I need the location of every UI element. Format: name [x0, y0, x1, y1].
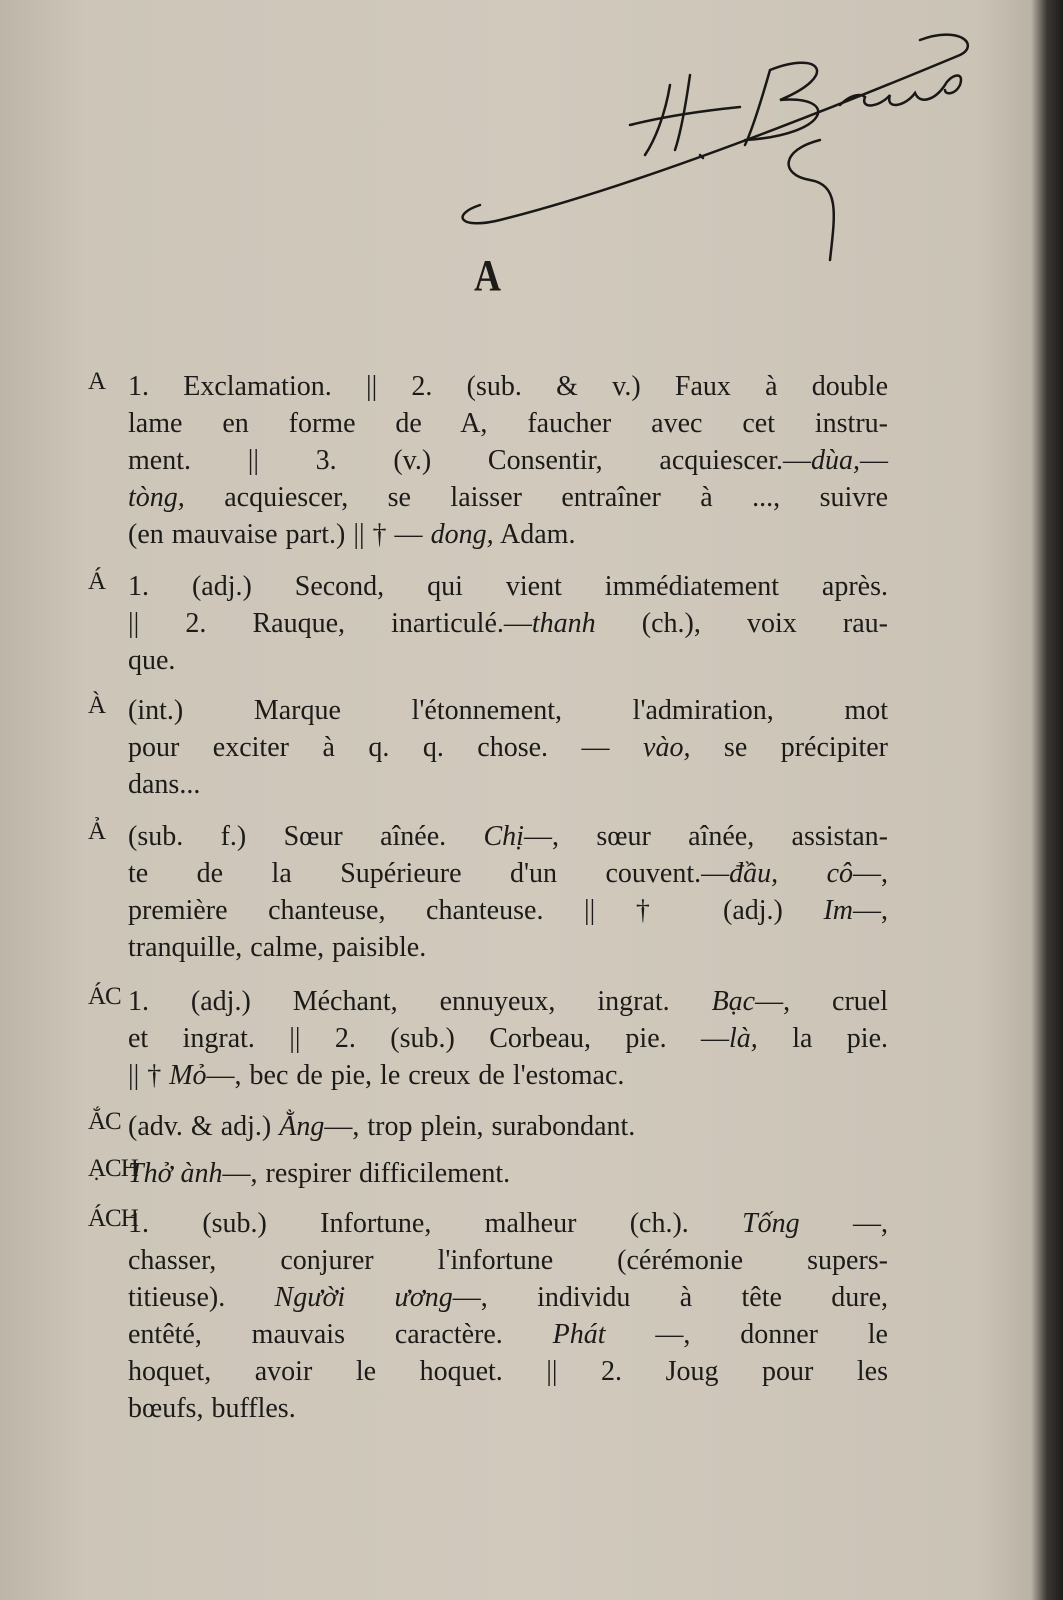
- vietnamese-term: dùa,: [811, 445, 860, 476]
- entry-line: [128, 479, 888, 516]
- entry-line: [128, 1108, 888, 1145]
- entry-headword: ẮC: [88, 1108, 121, 1135]
- entry-headword: Á: [88, 568, 106, 595]
- definition-text: —, sœur aînée, assistan-: [523, 821, 888, 852]
- definition-text: || 2. Rauque, inarticulé.—: [128, 608, 532, 639]
- vietnamese-term: Tống: [742, 1208, 800, 1239]
- entry-line: [128, 1279, 888, 1316]
- entry-line: [128, 1057, 888, 1094]
- definition-text: (int.) Marque l'étonnement, l'admiration, mot: [128, 695, 888, 726]
- entry-line: [128, 855, 888, 892]
- definition-text: —, bec de pie, le creux de l'estomac.: [206, 1060, 625, 1091]
- definition-text: titieuse).: [128, 1282, 275, 1313]
- vietnamese-term: là,: [729, 1023, 758, 1054]
- vietnamese-term: đầu, cô: [729, 858, 853, 889]
- definition-text: 1. (adj.) Second, qui vient immédiatement après.: [128, 571, 888, 602]
- entry-line: [128, 983, 888, 1020]
- definition-text: —, respirer difficilement.: [222, 1158, 511, 1189]
- handwritten-signature: [440, 15, 980, 275]
- entry-headword: ÁCH: [88, 1205, 138, 1232]
- definition-text: (en mauvaise part.) || † —: [128, 519, 431, 550]
- definition-text: —, individu à tête dure,: [452, 1282, 888, 1313]
- vietnamese-term: Im: [823, 895, 853, 926]
- definition-text: entêté, mauvais caractère.: [128, 1319, 553, 1350]
- definition-text: —, cruel: [755, 986, 888, 1017]
- definition-text: lame en forme de A, faucher avec cet instru-: [128, 408, 888, 439]
- definition-text: et ingrat. || 2. (sub.) Corbeau, pie. —: [128, 1023, 730, 1054]
- vietnamese-term: tòng,: [128, 482, 185, 513]
- definition-text: pour exciter à q. q. chose. —: [128, 732, 644, 763]
- vietnamese-term: dong,: [430, 519, 494, 550]
- entry-line: [128, 368, 888, 405]
- entry-line: [128, 405, 888, 442]
- entry-line: [128, 818, 888, 855]
- entry-line: [128, 1390, 888, 1427]
- definition-text: 1. Exclamation. || 2. (sub. & v.) Faux à double: [128, 371, 888, 402]
- vietnamese-term: Phát: [552, 1319, 606, 1350]
- entry-line: [128, 1316, 888, 1353]
- definition-text: (adv. & adj.): [128, 1111, 280, 1142]
- entry-headword: ÁC: [88, 983, 121, 1010]
- definition-text: —,: [853, 858, 888, 889]
- definition-text: —, donner le: [605, 1319, 888, 1350]
- entry-line: [128, 729, 888, 766]
- definition-text: —,: [853, 895, 888, 926]
- definition-text: tranquille, calme, paisible.: [128, 932, 427, 963]
- entry-line: [128, 692, 888, 729]
- definition-text: || †: [128, 1060, 170, 1091]
- definition-text: ment. || 3. (v.) Consentir, acquiescer.—: [128, 445, 811, 476]
- definition-text: —,: [799, 1208, 888, 1239]
- entry-line: [128, 516, 888, 553]
- definition-text: (ch.), voix rau-: [595, 608, 888, 639]
- section-letter: A: [474, 251, 502, 300]
- definition-text: 1. (adj.) Méchant, ennuyeux, ingrat.: [128, 986, 712, 1017]
- definition-text: hoquet, avoir le hoquet. || 2. Joug pour les: [128, 1356, 888, 1387]
- entry-line: [128, 1205, 888, 1242]
- definition-text: 1. (sub.) Infortune, malheur (ch.).: [128, 1208, 743, 1239]
- definition-text: bœufs, buffles.: [128, 1393, 296, 1424]
- definition-text: dans...: [128, 769, 201, 800]
- vietnamese-term: Chị: [483, 821, 524, 852]
- entry-line: [128, 766, 888, 803]
- entry-headword: À: [88, 692, 106, 719]
- entry-headword: A: [88, 368, 106, 395]
- entry-line: [128, 605, 888, 642]
- definition-text: acquiescer, se laisser entraîner à ..., suivre: [184, 482, 888, 513]
- definition-text: Adam.: [493, 519, 576, 550]
- definition-text: la pie.: [757, 1023, 888, 1054]
- definition-text: —, trop plein, surabondant.: [324, 1111, 636, 1142]
- vietnamese-term: thanh: [531, 608, 596, 639]
- entry-line: [128, 442, 888, 479]
- entry-line: [128, 1155, 888, 1192]
- definition-text: te de la Supérieure d'un couvent.—: [128, 858, 730, 889]
- definition-text: se précipiter: [690, 732, 889, 763]
- definition-text: —: [860, 445, 888, 476]
- entry-headword: Ả: [88, 818, 106, 845]
- vietnamese-term: Ằng: [279, 1111, 325, 1142]
- definition-text: première chanteuse, chanteuse. || † (adj.): [128, 895, 824, 926]
- entry-line: [128, 1020, 888, 1057]
- entry-line: [128, 1242, 888, 1279]
- definition-text: (sub. f.) Sœur aînée.: [128, 821, 484, 852]
- vietnamese-term: Bạc: [711, 986, 756, 1017]
- entry-line: [128, 892, 888, 929]
- vietnamese-term: Thở ành: [128, 1158, 223, 1189]
- entry-line: [128, 642, 888, 679]
- definition-text: chasser, conjurer l'infortune (cérémonie supers-: [128, 1245, 888, 1276]
- entry-line: [128, 929, 888, 966]
- vietnamese-term: Mỏ: [169, 1060, 207, 1091]
- entry-line: [128, 568, 888, 605]
- entry-line: [128, 1353, 888, 1390]
- vietnamese-term: Người ương: [274, 1282, 453, 1313]
- entry-headword: ẠCH: [88, 1155, 138, 1182]
- vietnamese-term: vào,: [643, 732, 691, 763]
- definition-text: que.: [128, 645, 176, 676]
